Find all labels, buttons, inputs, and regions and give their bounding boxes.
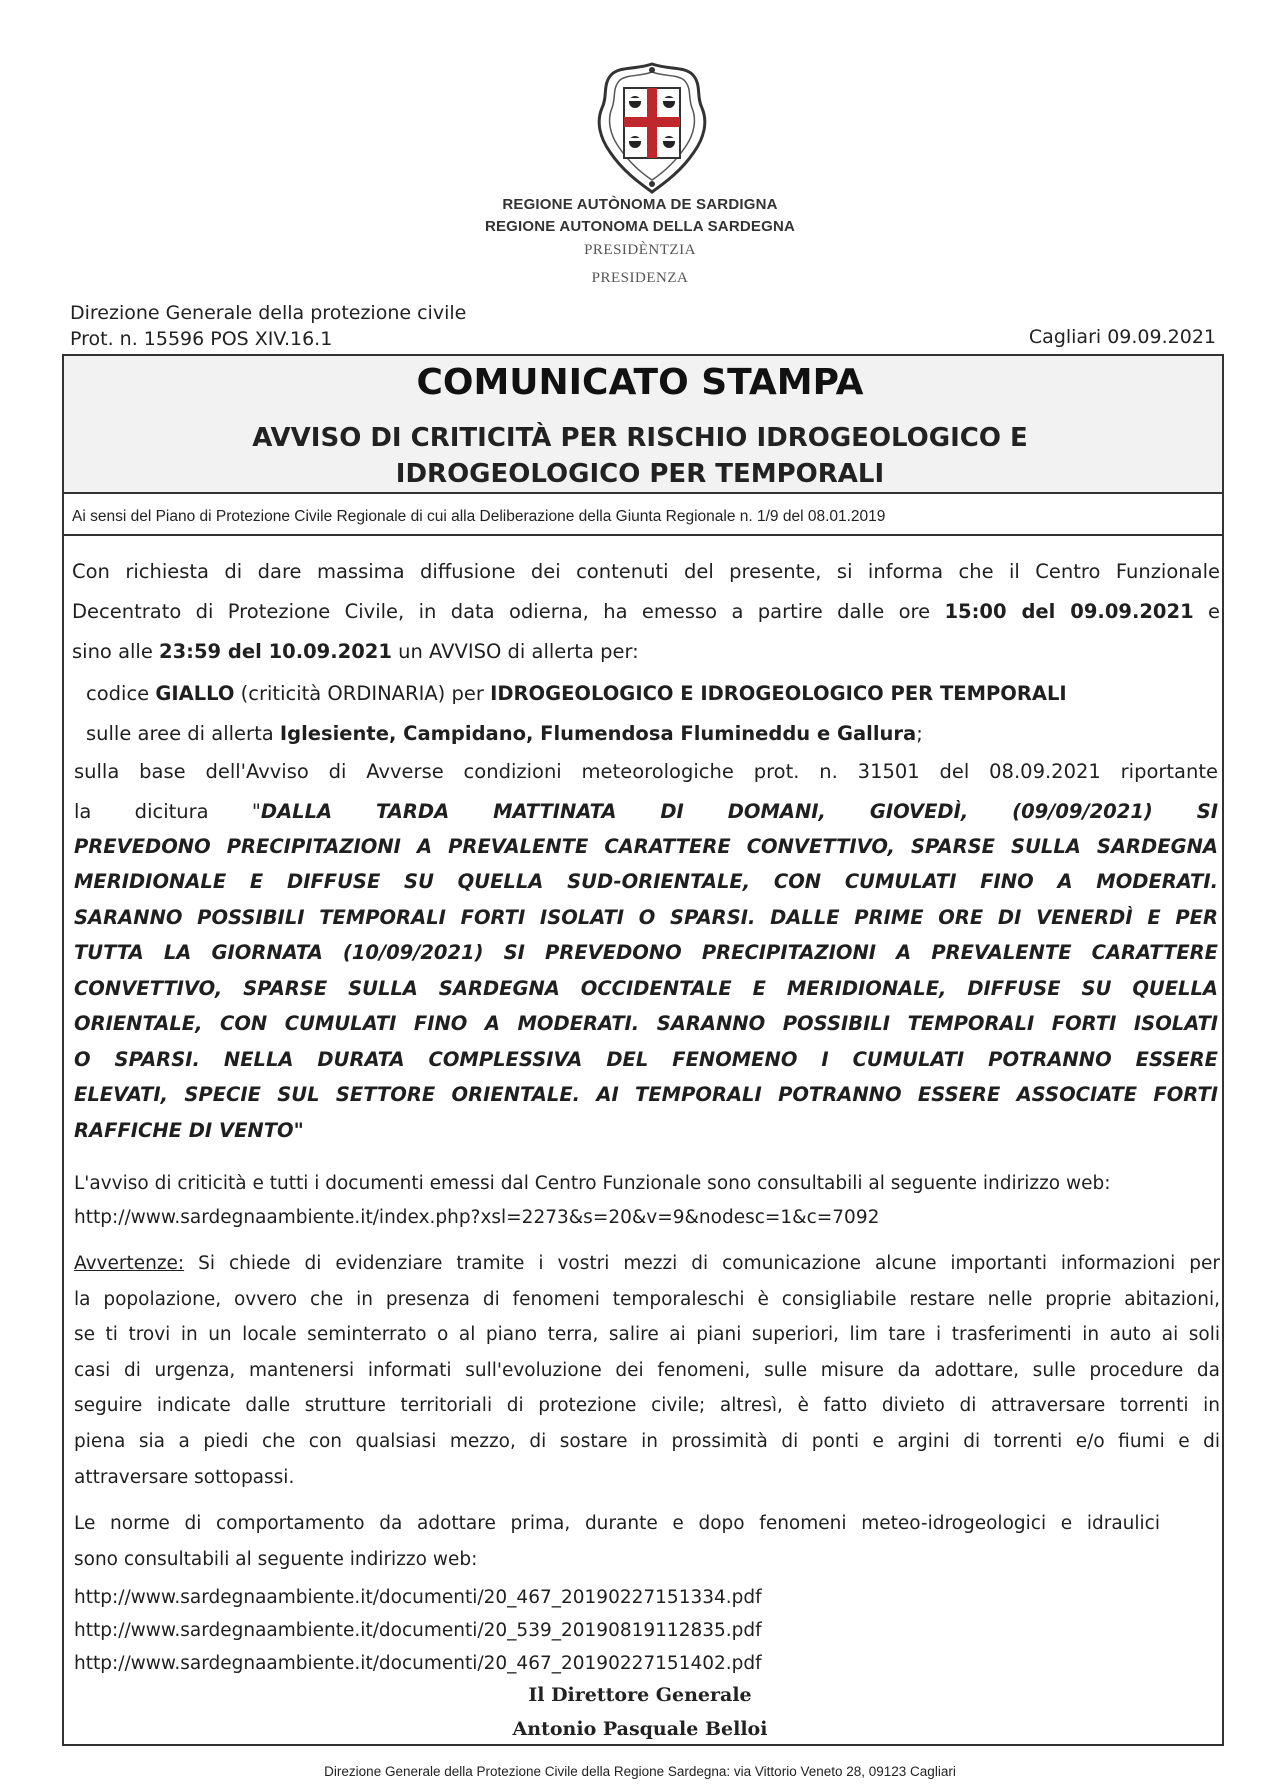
alert-areas: Iglesiente, Campidano, Flumendosa Flumineddu e Gallura [279,722,917,745]
start-datetime: 15:00 del 09.09.2021 [944,600,1194,623]
subtitle-line: AVVISO DI CRITICITÀ PER RISCHIO IDROGEOLOGICO E [252,423,1028,453]
warnings-line: casi di urgenza, mantenersi informati sull'evoluzione dei fenomeni, sulle misure da adottare, sulle procedure da [74,1360,1220,1381]
text-span: sulle aree di allerta [86,722,280,745]
intro-line [72,600,1220,623]
norms-line: Le norme di comportamento da adottare prima, durante e dopo fenomeni meteo-idrogeologici e idraulici [74,1513,1160,1534]
text-span: Decentrato di Protezione Civile, in data odierna, ha emesso a partire dalle ore [72,600,945,623]
presidency-italian: PRESIDENZA [591,270,689,286]
end-datetime: 23:59 del 10.09.2021 [159,640,392,663]
text-span: (criticità ORDINARIA) per [234,682,491,705]
intro-line: Con richiesta di dare massima diffusione dei contenuti del presente, si informa che il Centro Funzionale [72,560,1220,583]
place-date: Cagliari 09.09.2021 [1028,326,1216,348]
norms-line: sono consultabili al seguente indirizzo web: [74,1549,478,1570]
norms-link[interactable]: http://www.sardegnaambiente.it/documenti/20_539_20190819112835.pdf [74,1620,762,1641]
alert-areas-line [86,722,1216,745]
forecast-quote: DALLA TARDA MATTINATA DI DOMANI, GIOVEDÌ, (09/09/2021) SI [260,800,1219,823]
web-notice-url[interactable]: http://www.sardegnaambiente.it/index.php?xsl=2273&s=20&v=9&nodesc=1&c=7092 [74,1207,880,1228]
text-span: sino alle [72,640,160,663]
text-span: e [1193,600,1220,623]
alert-code-line [86,682,1216,705]
forecast-quote-line: PREVEDONO PRECIPITAZIONI A PREVALENTE CARATTERE CONVETTIVO, SPARSE SULLA SARDEGNA [74,835,1218,858]
warnings-line: attraversare sottopassi. [74,1467,295,1488]
warnings-line: seguire indicate dalle strutture territoriali di protezione civile; altresì, è fatto divieto di attraversare torrenti in [74,1395,1220,1416]
forecast-quote-line: ORIENTALE, CON CUMULATI FINO A MODERATI. SARANNO POSSIBILI TEMPORALI FORTI ISOLATI [74,1012,1218,1035]
page-title: COMUNICATO STAMPA [416,362,864,403]
forecast-source-line: sulla base dell'Avviso di Avverse condizioni meteorologiche prot. n. 31501 del 08.09.2021 riportante [74,760,1218,783]
warnings-label: Avvertenze: [74,1253,185,1274]
text-span: un AVVISO di allerta per: [391,640,639,663]
text-span: Si chiede di evidenziare tramite i vostri mezzi di comunicazione alcune importanti informazioni per [184,1253,1220,1274]
forecast-quote-line: MERIDIONALE E DIFFUSE SU QUELLA SUD-ORIENTALE, CON CUMULATI FINO A MODERATI. [74,870,1218,893]
sardinia-crest-icon [594,60,710,196]
alert-type: IDROGEOLOGICO E IDROGEOLOGICO PER TEMPORALI [490,682,1067,705]
norms-link[interactable]: http://www.sardegnaambiente.it/documenti/20_467_20190227151402.pdf [74,1653,762,1674]
issuing-direction: Direzione Generale della protezione civile [70,302,467,324]
legal-basis: Ai sensi del Piano di Protezione Civile Regionale di cui alla Deliberazione della Giunta Regionale n. 1/9 del 08.01.2019 [72,508,886,525]
page-subtitle [100,420,1180,492]
region-name-sardinian: REGIONE AUTÒNOMA DE SARDIGNA [502,196,778,213]
text-span: ; [916,722,923,745]
protocol-number: Prot. n. 15596 POS XIV.16.1 [70,328,333,350]
forecast-quote-line [74,800,1218,823]
text-span: codice [86,682,156,705]
footer-address: Direzione Generale della Protezione Civile della Regione Sardegna: via Vittorio Veneto 28, 09123 Cagliari [324,1764,956,1779]
subtitle-line: IDROGEOLOGICO PER TEMPORALI [395,459,885,489]
forecast-quote-line: SARANNO POSSIBILI TEMPORALI FORTI ISOLATI O SPARSI. DALLE PRIME ORE DI VENERDÌ E PER [74,906,1218,929]
forecast-quote-line: CONVETTIVO, SPARSE SULLA SARDEGNA OCCIDENTALE E MERIDIONALE, DIFFUSE SU QUELLA [74,977,1218,1000]
forecast-quote-line: TUTTA LA GIORNATA (10/09/2021) SI PREVEDONO PRECIPITAZIONI A PREVALENTE CARATTERE [74,941,1218,964]
warnings-line: la popolazione, ovvero che in presenza di fenomeni temporaleschi è consigliabile restare nelle proprie abitazioni, [74,1289,1220,1310]
forecast-quote-line: RAFFICHE DI VENTO" [74,1119,304,1142]
norms-link[interactable]: http://www.sardegnaambiente.it/documenti/20_467_20190227151334.pdf [74,1587,762,1608]
text-span: la dicitura " [74,800,261,823]
signature-role: Il Direttore Generale [528,1684,752,1706]
presidency-sardinian: PRESIDÈNTZIA [584,242,696,258]
region-name-italian: REGIONE AUTONOMA DELLA SARDEGNA [484,218,796,235]
web-notice-text: L'avviso di criticità e tutti i documenti emessi dal Centro Funzionale sono consultabili al seguente indirizzo web: [74,1173,1111,1194]
forecast-quote-line: O SPARSI. NELLA DURATA COMPLESSIVA DEL FENOMENO I CUMULATI POTRANNO ESSERE [74,1048,1218,1071]
alert-level: GIALLO [155,682,235,705]
warnings-line: se ti trovi in un locale seminterrato o al piano terra, salire ai piani superiori, lim tare i trasferimenti in auto ai soli [74,1324,1220,1345]
signature-name: Antonio Pasquale Belloi [512,1718,768,1740]
warnings-line [74,1253,1220,1274]
forecast-quote-line: ELEVATI, SPECIE SUL SETTORE ORIENTALE. AI TEMPORALI POTRANNO ESSERE ASSOCIATE FORTI [74,1083,1218,1106]
warnings-line: piena sia a piedi che con qualsiasi mezzo, di sostare in prossimità di ponti e argini di torrenti e/o fiumi e di [74,1431,1220,1452]
intro-line [72,640,1220,663]
